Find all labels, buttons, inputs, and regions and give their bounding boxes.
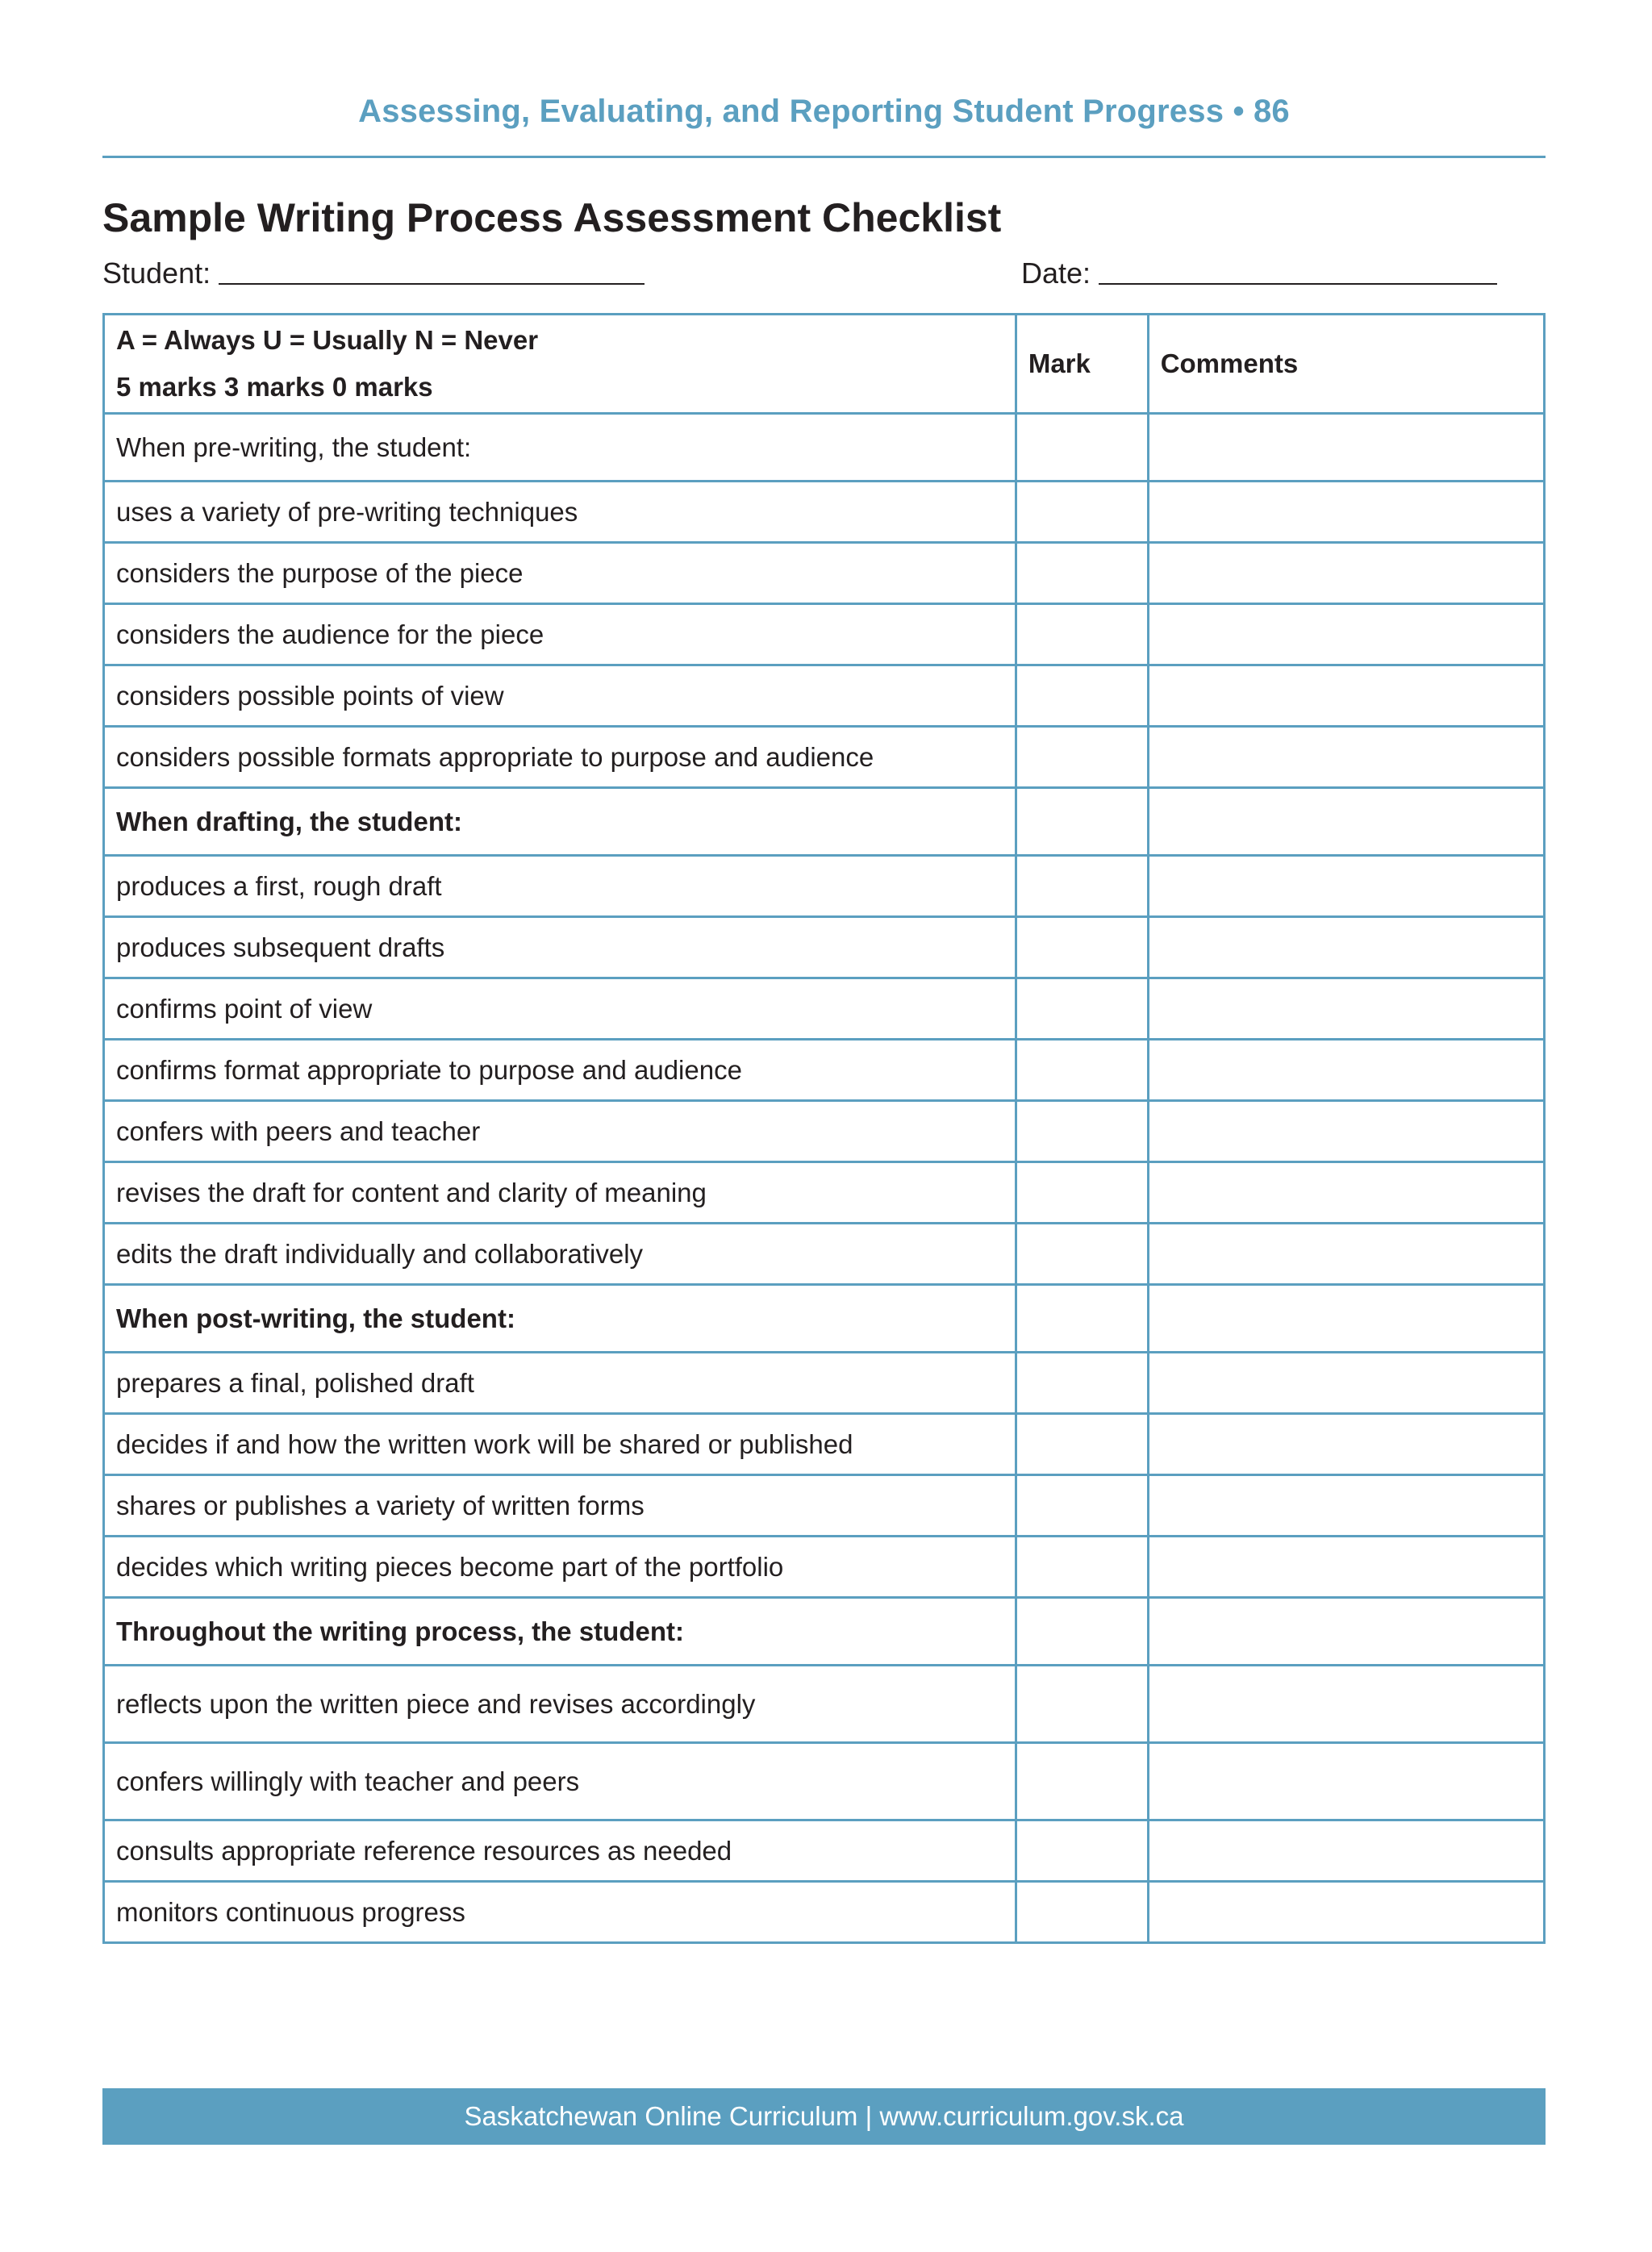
comments-cell[interactable]	[1148, 1820, 1544, 1882]
comments-cell[interactable]	[1148, 1224, 1544, 1285]
table-row	[104, 1353, 1545, 1414]
criterion-text: confers with peers and teacher	[104, 1101, 1016, 1162]
comments-cell[interactable]	[1148, 978, 1544, 1040]
criterion-text: confirms point of view	[104, 978, 1016, 1040]
document-title: Sample Writing Process Assessment Checklist	[102, 195, 1002, 240]
comments-cell[interactable]	[1148, 604, 1544, 665]
mark-cell[interactable]	[1016, 1743, 1148, 1820]
comments-cell[interactable]	[1148, 788, 1544, 856]
comments-cell[interactable]	[1148, 1537, 1544, 1598]
comments-cell[interactable]	[1148, 1475, 1544, 1537]
mark-cell[interactable]	[1016, 1820, 1148, 1882]
table-row	[104, 1414, 1545, 1475]
table-row	[104, 1475, 1545, 1537]
comments-cell[interactable]	[1148, 856, 1544, 917]
table-row	[104, 665, 1545, 727]
comments-column-header: Comments	[1148, 315, 1544, 414]
table-row	[104, 917, 1545, 978]
table-row	[104, 1882, 1545, 1943]
criterion-text: considers the audience for the piece	[104, 604, 1016, 665]
table-row	[104, 727, 1545, 788]
criterion-text: uses a variety of pre-writing techniques	[104, 482, 1016, 543]
comments-cell[interactable]	[1148, 1743, 1544, 1820]
mark-cell[interactable]	[1016, 1882, 1148, 1943]
criterion-text: considers possible points of view	[104, 665, 1016, 727]
table-row	[104, 604, 1545, 665]
comments-cell[interactable]	[1148, 1101, 1544, 1162]
section-heading: Throughout the writing process, the student:	[104, 1598, 1016, 1666]
criterion-text: produces subsequent drafts	[104, 917, 1016, 978]
criterion-text: considers possible formats appropriate to purpose and audience	[104, 727, 1016, 788]
mark-column-header: Mark	[1016, 315, 1148, 414]
criterion-text: produces a first, rough draft	[104, 856, 1016, 917]
table-row	[104, 543, 1545, 604]
mark-cell[interactable]	[1016, 727, 1148, 788]
mark-cell[interactable]	[1016, 1353, 1148, 1414]
criterion-text: prepares a final, polished draft	[104, 1353, 1016, 1414]
table-row	[104, 1224, 1545, 1285]
criterion-text: decides if and how the written work will be shared or published	[104, 1414, 1016, 1475]
date-label: Date:	[1021, 256, 1091, 290]
rating-legend: A = Always U = Usually N = Never	[116, 325, 539, 355]
criterion-text: revises the draft for content and clarity of meaning	[104, 1162, 1016, 1224]
mark-cell[interactable]	[1016, 856, 1148, 917]
table-row	[104, 978, 1545, 1040]
mark-cell[interactable]	[1016, 1537, 1148, 1598]
mark-cell[interactable]	[1016, 1666, 1148, 1743]
comments-cell[interactable]	[1148, 1414, 1544, 1475]
legend-header-cell	[104, 315, 1016, 414]
criterion-text: shares or publishes a variety of written forms	[104, 1475, 1016, 1537]
mark-cell[interactable]	[1016, 1040, 1148, 1101]
mark-cell[interactable]	[1016, 1101, 1148, 1162]
comments-cell[interactable]	[1148, 1666, 1544, 1743]
table-row	[104, 1101, 1545, 1162]
date-field[interactable]	[1021, 256, 1497, 290]
mark-cell[interactable]	[1016, 1414, 1148, 1475]
header-divider	[102, 156, 1546, 158]
comments-cell[interactable]	[1148, 1285, 1544, 1353]
footer-bar	[102, 2088, 1546, 2145]
student-label: Student:	[102, 256, 211, 290]
criterion-text: considers the purpose of the piece	[104, 543, 1016, 604]
mark-cell[interactable]	[1016, 978, 1148, 1040]
student-blank-line[interactable]	[219, 283, 645, 285]
mark-cell[interactable]	[1016, 1162, 1148, 1224]
mark-cell[interactable]	[1016, 917, 1148, 978]
table-header-row	[104, 315, 1545, 414]
mark-cell[interactable]	[1016, 1475, 1148, 1537]
table-row	[104, 414, 1545, 482]
mark-cell[interactable]	[1016, 1285, 1148, 1353]
criterion-text: decides which writing pieces become part of the portfolio	[104, 1537, 1016, 1598]
comments-cell[interactable]	[1148, 917, 1544, 978]
criterion-text: When pre-writing, the student:	[104, 414, 1016, 482]
running-header: Assessing, Evaluating, and Reporting Student Progress • 86	[358, 94, 1290, 129]
section-heading: When post-writing, the student:	[104, 1285, 1016, 1353]
mark-cell[interactable]	[1016, 482, 1148, 543]
mark-cell[interactable]	[1016, 1598, 1148, 1666]
assessment-checklist-table	[102, 313, 1546, 1944]
comments-cell[interactable]	[1148, 1353, 1544, 1414]
comments-cell[interactable]	[1148, 665, 1544, 727]
comments-cell[interactable]	[1148, 1040, 1544, 1101]
checklist-body	[104, 414, 1545, 1943]
section-header-row	[104, 788, 1545, 856]
table-row	[104, 856, 1545, 917]
criterion-text: edits the draft individually and collaboratively	[104, 1224, 1016, 1285]
mark-cell[interactable]	[1016, 604, 1148, 665]
footer-text: Saskatchewan Online Curriculum | www.curriculum.gov.sk.ca	[464, 2101, 1184, 2131]
criterion-text: consults appropriate reference resources as needed	[104, 1820, 1016, 1882]
mark-cell[interactable]	[1016, 543, 1148, 604]
comments-cell[interactable]	[1148, 1882, 1544, 1943]
mark-cell[interactable]	[1016, 788, 1148, 856]
criterion-text: confers willingly with teacher and peers	[104, 1743, 1016, 1820]
section-header-row	[104, 1285, 1545, 1353]
table-row	[104, 1537, 1545, 1598]
student-field[interactable]	[102, 256, 645, 290]
criterion-text: monitors continuous progress	[104, 1882, 1016, 1943]
mark-cell[interactable]	[1016, 1224, 1148, 1285]
criterion-text: confirms format appropriate to purpose and audience	[104, 1040, 1016, 1101]
table-row	[104, 482, 1545, 543]
table-row	[104, 1743, 1545, 1820]
comments-cell[interactable]	[1148, 1598, 1544, 1666]
mark-cell[interactable]	[1016, 414, 1148, 482]
comments-cell[interactable]	[1148, 414, 1544, 482]
marks-legend: 5 marks 3 marks 0 marks	[116, 372, 433, 402]
section-header-row	[104, 1598, 1545, 1666]
section-heading: When drafting, the student:	[104, 788, 1016, 856]
date-blank-line[interactable]	[1099, 283, 1497, 285]
table-row	[104, 1162, 1545, 1224]
comments-cell[interactable]	[1148, 727, 1544, 788]
comments-cell[interactable]	[1148, 543, 1544, 604]
comments-cell[interactable]	[1148, 482, 1544, 543]
criterion-text: reflects upon the written piece and revises accordingly	[104, 1666, 1016, 1743]
table-row	[104, 1820, 1545, 1882]
table-row	[104, 1040, 1545, 1101]
table-row	[104, 1666, 1545, 1743]
comments-cell[interactable]	[1148, 1162, 1544, 1224]
mark-cell[interactable]	[1016, 665, 1148, 727]
